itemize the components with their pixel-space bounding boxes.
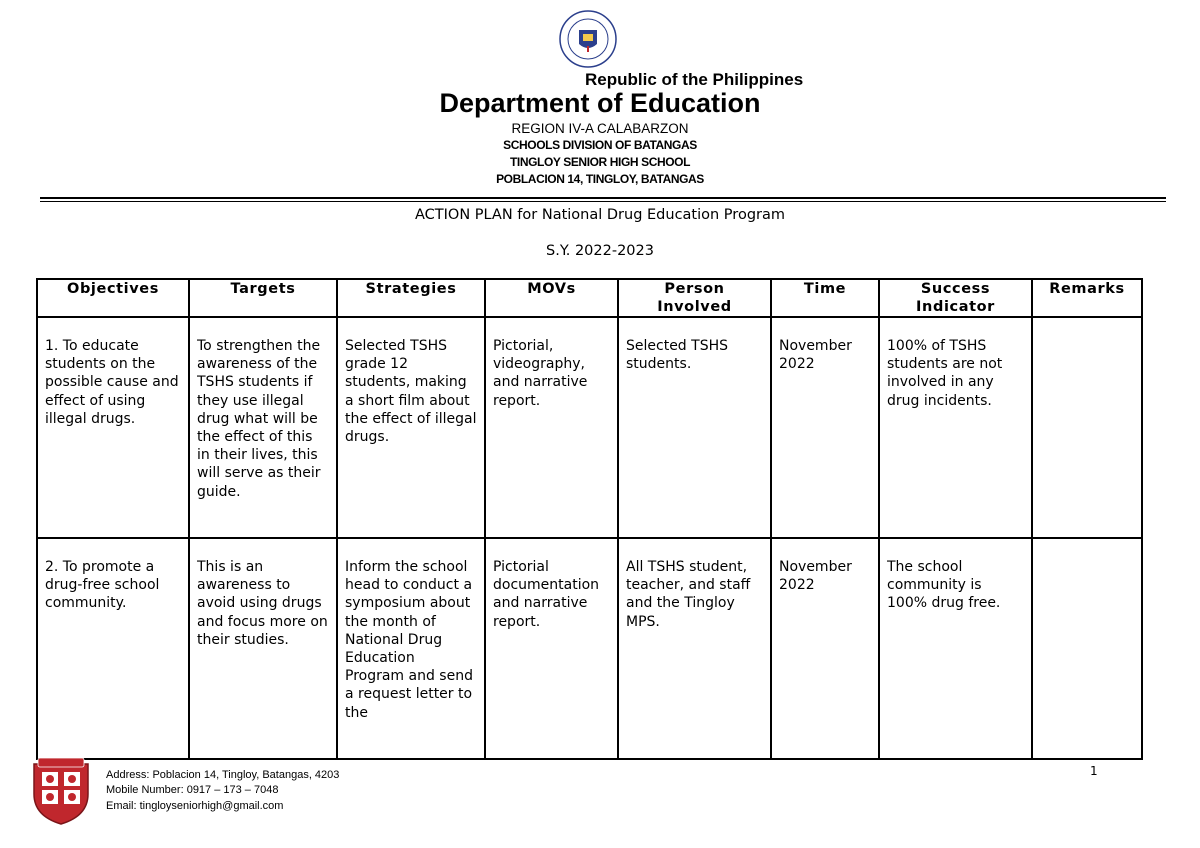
objective-cell: 1. To educate students on the possible cause and effect of using illegal drugs. — [37, 317, 189, 538]
col-header-person-involved: Person Involved — [618, 279, 771, 317]
col-header-strategies: Strategies — [337, 279, 485, 317]
school-shield-logo — [30, 756, 92, 826]
header-divider-thin — [40, 201, 1166, 202]
remarks-cell — [1032, 317, 1142, 538]
table-header-row — [37, 279, 1142, 317]
target-cell: To strengthen the awareness of the TSHS students if they use illegal drug what will be the effect of this in their lives, this will serve as their guide. — [189, 317, 337, 538]
col-header-objectives: Objectives — [37, 279, 189, 317]
time-cell: November 2022 — [771, 317, 879, 538]
republic-heading: Republic of the Philippines — [585, 70, 804, 89]
movs-cell: Pictorial documentation and narrative report. — [485, 538, 618, 759]
table-row — [37, 538, 1142, 759]
strategy-cell: Inform the school head to conduct a symposium about the month of National Drug Education Program and send a request letter to the — [337, 538, 485, 759]
col-header-remarks: Remarks — [1032, 279, 1142, 317]
indicator-cell: 100% of TSHS students are not involved in any drug incidents. — [879, 317, 1032, 538]
person-cell: All TSHS student, teacher, and staff and the Tingloy MPS. — [618, 538, 771, 759]
table-row — [37, 317, 1142, 538]
school-year: S.Y. 2022-2023 — [546, 243, 654, 259]
plan-title: ACTION PLAN for National Drug Education Program — [414, 207, 785, 223]
action-plan-table — [36, 278, 1143, 760]
col-header-time: Time — [771, 279, 879, 317]
footer-mobile: Mobile Number: 0917 – 173 – 7048 — [106, 784, 279, 796]
deped-seal-logo — [559, 10, 617, 68]
header-divider — [40, 197, 1166, 199]
strategy-cell: Selected TSHS grade 12 students, making a short film about the effect of illegal drugs. — [337, 317, 485, 538]
remarks-cell — [1032, 538, 1142, 759]
indicator-cell: The school community is 100% drug free. — [879, 538, 1032, 759]
department-heading: Department of Education — [439, 88, 761, 118]
page-number: 1 — [1090, 764, 1098, 778]
footer-address: Address: Poblacion 14, Tingloy, Batangas, 4203 — [106, 769, 340, 781]
target-cell: This is an awareness to avoid using drugs and focus more on their studies. — [189, 538, 337, 759]
school-line: TINGLOY SENIOR HIGH SCHOOL — [509, 155, 691, 169]
col-header-targets: Targets — [189, 279, 337, 317]
person-cell: Selected TSHS students. — [618, 317, 771, 538]
division-line: SCHOOLS DIVISION OF BATANGAS — [503, 138, 697, 152]
movs-cell: Pictorial, videography, and narrative report. — [485, 317, 618, 538]
region-line: REGION IV-A CALABARZON — [511, 121, 689, 136]
school-address-line: POBLACION 14, TINGLOY, BATANGAS — [496, 172, 704, 186]
col-header-movs: MOVs — [485, 279, 618, 317]
footer-email: Email: tingloyseniorhigh@gmail.com — [106, 800, 284, 812]
time-cell: November 2022 — [771, 538, 879, 759]
objective-cell: 2. To promote a drug-free school community. — [37, 538, 189, 759]
col-header-success-indicator: Success Indicator — [879, 279, 1032, 317]
